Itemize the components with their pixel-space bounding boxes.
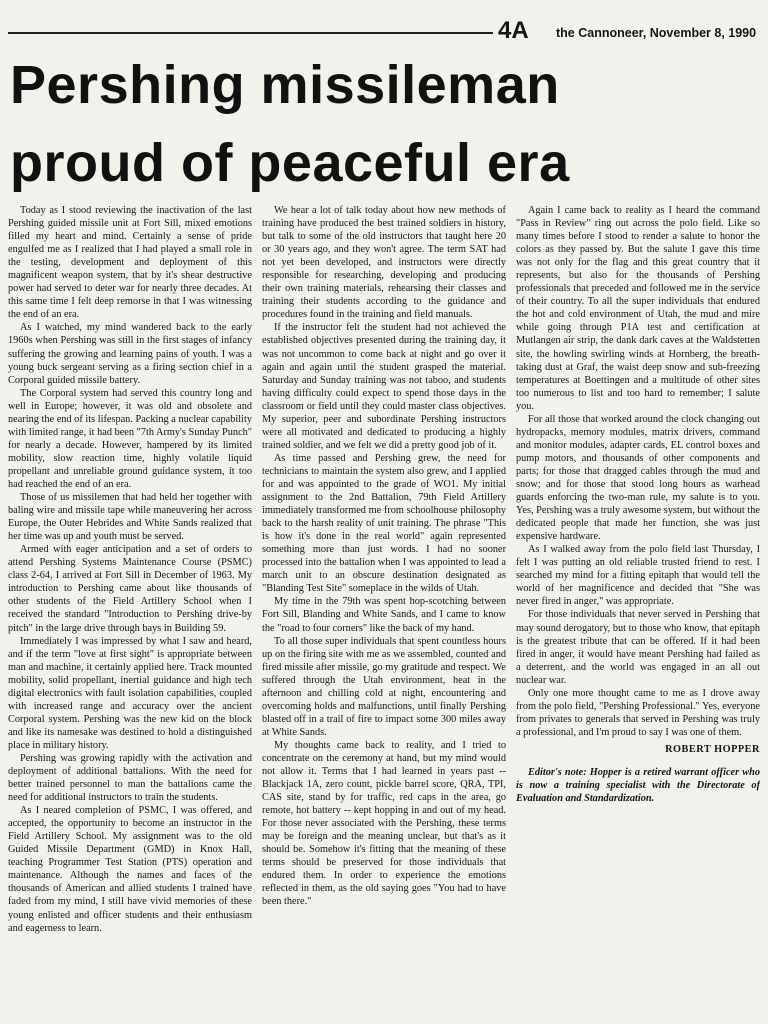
- page-number: 4A: [498, 17, 529, 44]
- paper-name-and-date: the Cannoneer, November 8, 1990: [556, 26, 757, 40]
- paragraph: Only one more thought came to me as I drove away from the polo field, "Pershing Professional." Yes, everyone from privates to generals that served in Pershing was truly a professional, and I'm proud to say I was one of them.: [516, 687, 760, 738]
- paragraph: Those of us missilemen that had held her together with baling wire and missile tape while maneuvering her across Europe, the Outer Hebrides and White Sands realized that her time was up and youth must be served.: [8, 492, 252, 543]
- author-signature: ROBERT HOPPER: [665, 743, 760, 755]
- paragraph: Pershing was growing rapidly with the activation and deployment of additional battalions. With the need for better trained personnel to man the battalions came the need for additional instructors to train the students.: [8, 752, 252, 804]
- paragraph: Armed with eager anticipation and a set of orders to attend Pershing Systems Maintenance Course (PSMC) class 2-64, I arrived at Fort Sill in December of 1963. My introduction to Pershing came about like thousands of other students of the Field Artillery School when I received the standard "Introduction to Pershing drive-by pitch" in the large drive through bays in Building 59.: [8, 544, 252, 634]
- masthead-rule: [8, 32, 493, 34]
- masthead: [8, 17, 757, 46]
- headline: [10, 46, 760, 202]
- paragraph: If the instructor felt the student had not achieved the established objectives presented during the training day, it was not uncommon to come back at night and go over it again and again until the student grasped the material. Saturday and Sunday training was not taboo, and students having difficulty could expect to spend those days in the classroom or field until they could master class objectives. My superior, peer and subordinate Pershing instructors were all motivated and dedicated to producing a highly trained soldier, and we felt we did a pretty good job of it.: [262, 322, 506, 451]
- article-column-3: [516, 204, 760, 1016]
- editor-note: Editor's note: Hopper is a retired warrant officer who is now a training specialist with the Directorate of Evaluation and Standardization.: [516, 766, 760, 805]
- article-column-1: [8, 204, 252, 1016]
- article-column-2: [262, 204, 506, 1016]
- paragraph: Immediately I was impressed by what I saw and heard, and if the term "love at first sight" is appropriate between man and machine, it certainly applied here. Track mounted mobility, solid propellant, inertial guidance and high tech digital electronics with fault isolation capabilities, coupled with increased range and accuracy over the ancient Corporal system. Pershing was the new kid on the block and like its namesake was destined to hold a distinguished place in military history.: [8, 635, 252, 751]
- paragraph: Again I came back to reality as I heard the command "Pass in Review" ring out across the polo field. Like so many times before I stood to render a salute to honor the colors as they passed by. But the salute I gave this time was not only for the flag and this great country that it represents, but also for the thousands of Pershing professionals that preceded and followed me in the service of their country. To all the super individuals that endured the hot and cold environment of Utah, the mud and mire while going through P1A test and certification at Mutlangen air strip, the dank dark caves at the Waldstetten site, the howling swirling winds at Hornberg, the breath-taking dust at Graf, the waist deep snow and sub-freezing temperatures at Boettingen and a multitude of other sites too numerous to list and too hard to remember; I salute you.: [516, 205, 760, 412]
- paragraph: For all those that worked around the clock changing out hydropacks, memory modules, matrix drivers, command and monitor modules, adapter cards, EL control boxes and pump motors, and thousands of other components and parts; for those that dragged cables through the mud and snow; and for those that stood long hours as warhead guards enforcing the two-man rule, my salute is to you. Yes, Pershing was a truly awesome system, but without the dedicated people that made her function, she was just expensive hardware.: [516, 413, 760, 543]
- paragraph: For those individuals that never served in Pershing that may sound derogatory, but to those who know, that epitaph is the greatest tribute that can be offered. If it had been fired in anger, it would have meant Pershing had failed as a deterrent, and the world was engaged in an all out nuclear war.: [516, 609, 760, 686]
- paragraph: As time passed and Pershing grew, the need for technicians to maintain the system also grew, and I applied for and was appointed to the grade of WO1. My initial assignment to the 2nd Battalion, 79th Field Artillery immediately transformed me from schoolhouse philosophy back to the harsh reality of unit training. The phrase "This is how it's done in the real world" again represented something more than just words. I had no sooner processed into the battalion when I was appointed to lead a march unit to an obscure destination designated as "Blanding Test Site" someplace in the wilds of Utah.: [262, 452, 506, 595]
- paragraph: We hear a lot of talk today about how new methods of training have produced the best trained soldiers in history, but talk to some of the old instructors that taught here 20 or 30 years ago, and they won't agree. The term SAT had not yet been developed, and instructors were directly responsible for researching, developing and producing their own training materials, rehearsing their classes and training their students according to the guidance and procedures found in the training and field manuals.: [262, 205, 506, 321]
- headline-line-1: Pershing missileman: [10, 55, 560, 115]
- paragraph: My thoughts came back to reality, and I tried to concentrate on the ceremony at hand, but my mind would not allow it. Terms that I had learned in years past -- Blackjack 1A, zero count, pickle barrel score, QRA, TPI, CAS site, stand by for traffic, red caps in the area, go remote, hot battery -- kept hopping in and out of my head. For those never associated with the Pershing, these terms may be foreign and the meaning unclear, but that's as it should be. Somehow it's fitting that the meaning of these terms should be preserved for those individuals that endured them. In order to experience the emotions reflected in them, as the old saying goes "You had to have been there.": [262, 739, 506, 908]
- paragraph: As I neared completion of PSMC, I was offered, and accepted, the opportunity to become an instructor in the Field Artillery School. My assignment was to the old Guided Missile Department (GMD) in Knox Hall, teaching Programmer Test Station (PTS) operation and maintenance. Although the names and faces of the thousands of American and allied students I trained have faded from my mind, I still have vivid memories of these young enlisted and officer students and their enthusiasm and eagerness to learn.: [8, 805, 252, 934]
- paragraph: As I watched, my mind wandered back to the early 1960s when Pershing was still in the first stages of infancy suffering the growing and learning pains of youth. I was a young buck sergeant serving as a firing section chief in a Corporal guided missile battery.: [8, 322, 252, 386]
- paragraph: Today as I stood reviewing the inactivation of the last Pershing guided missile unit at Fort Sill, mixed emotions filled my heart and mind. Certainly a sense of pride engulfed me as I realized that I had played a small role in the testing, development and deployment of this magnificent weapon system, that by it's shear destructive power had served to deter war for nearly three decades. At this same time I felt deep remorse in that I was witnessing the end of an era.: [8, 205, 252, 321]
- paragraph: To all those super individuals that spent countless hours up on the firing site with me as we assembled, counted and fired missile after missile, go my gratitude and respect. We suffered through the Utah environment, heat in the afternoon and chilling cold at night, encountering and overcoming holds and malfunctions, until finally Pershing blasted off in a trail of fire to impact some 300 miles away at White Sands.: [262, 635, 506, 738]
- paragraph: The Corporal system had served this country long and well in Europe; however, it was old and obsolete and nearing the end of its lifespan. Packing a nuclear capability with limited range, it had been "7th Army's Sunday Punch" for nearly a decade. However, hampered by its limited mobility, slow reaction time, highly volatile liquid propellant and unreliable ground guidance system, it too had reached the end of an era.: [8, 387, 252, 490]
- paragraph: My time in the 79th was spent hop-scotching between Fort Sill, Blanding and White Sands, and I came to know the "road to four corners" like the back of my hand.: [262, 596, 506, 634]
- paragraph: As I walked away from the polo field last Thursday, I felt I was putting an old reliable trusted friend to rest. I searched my mind for a fitting epitaph that would tell the world of her magnificence and decided that "She was never fired in anger," was appropriate.: [516, 544, 760, 608]
- article-body: [8, 204, 760, 1016]
- headline-line-2: proud of peaceful era: [10, 133, 570, 193]
